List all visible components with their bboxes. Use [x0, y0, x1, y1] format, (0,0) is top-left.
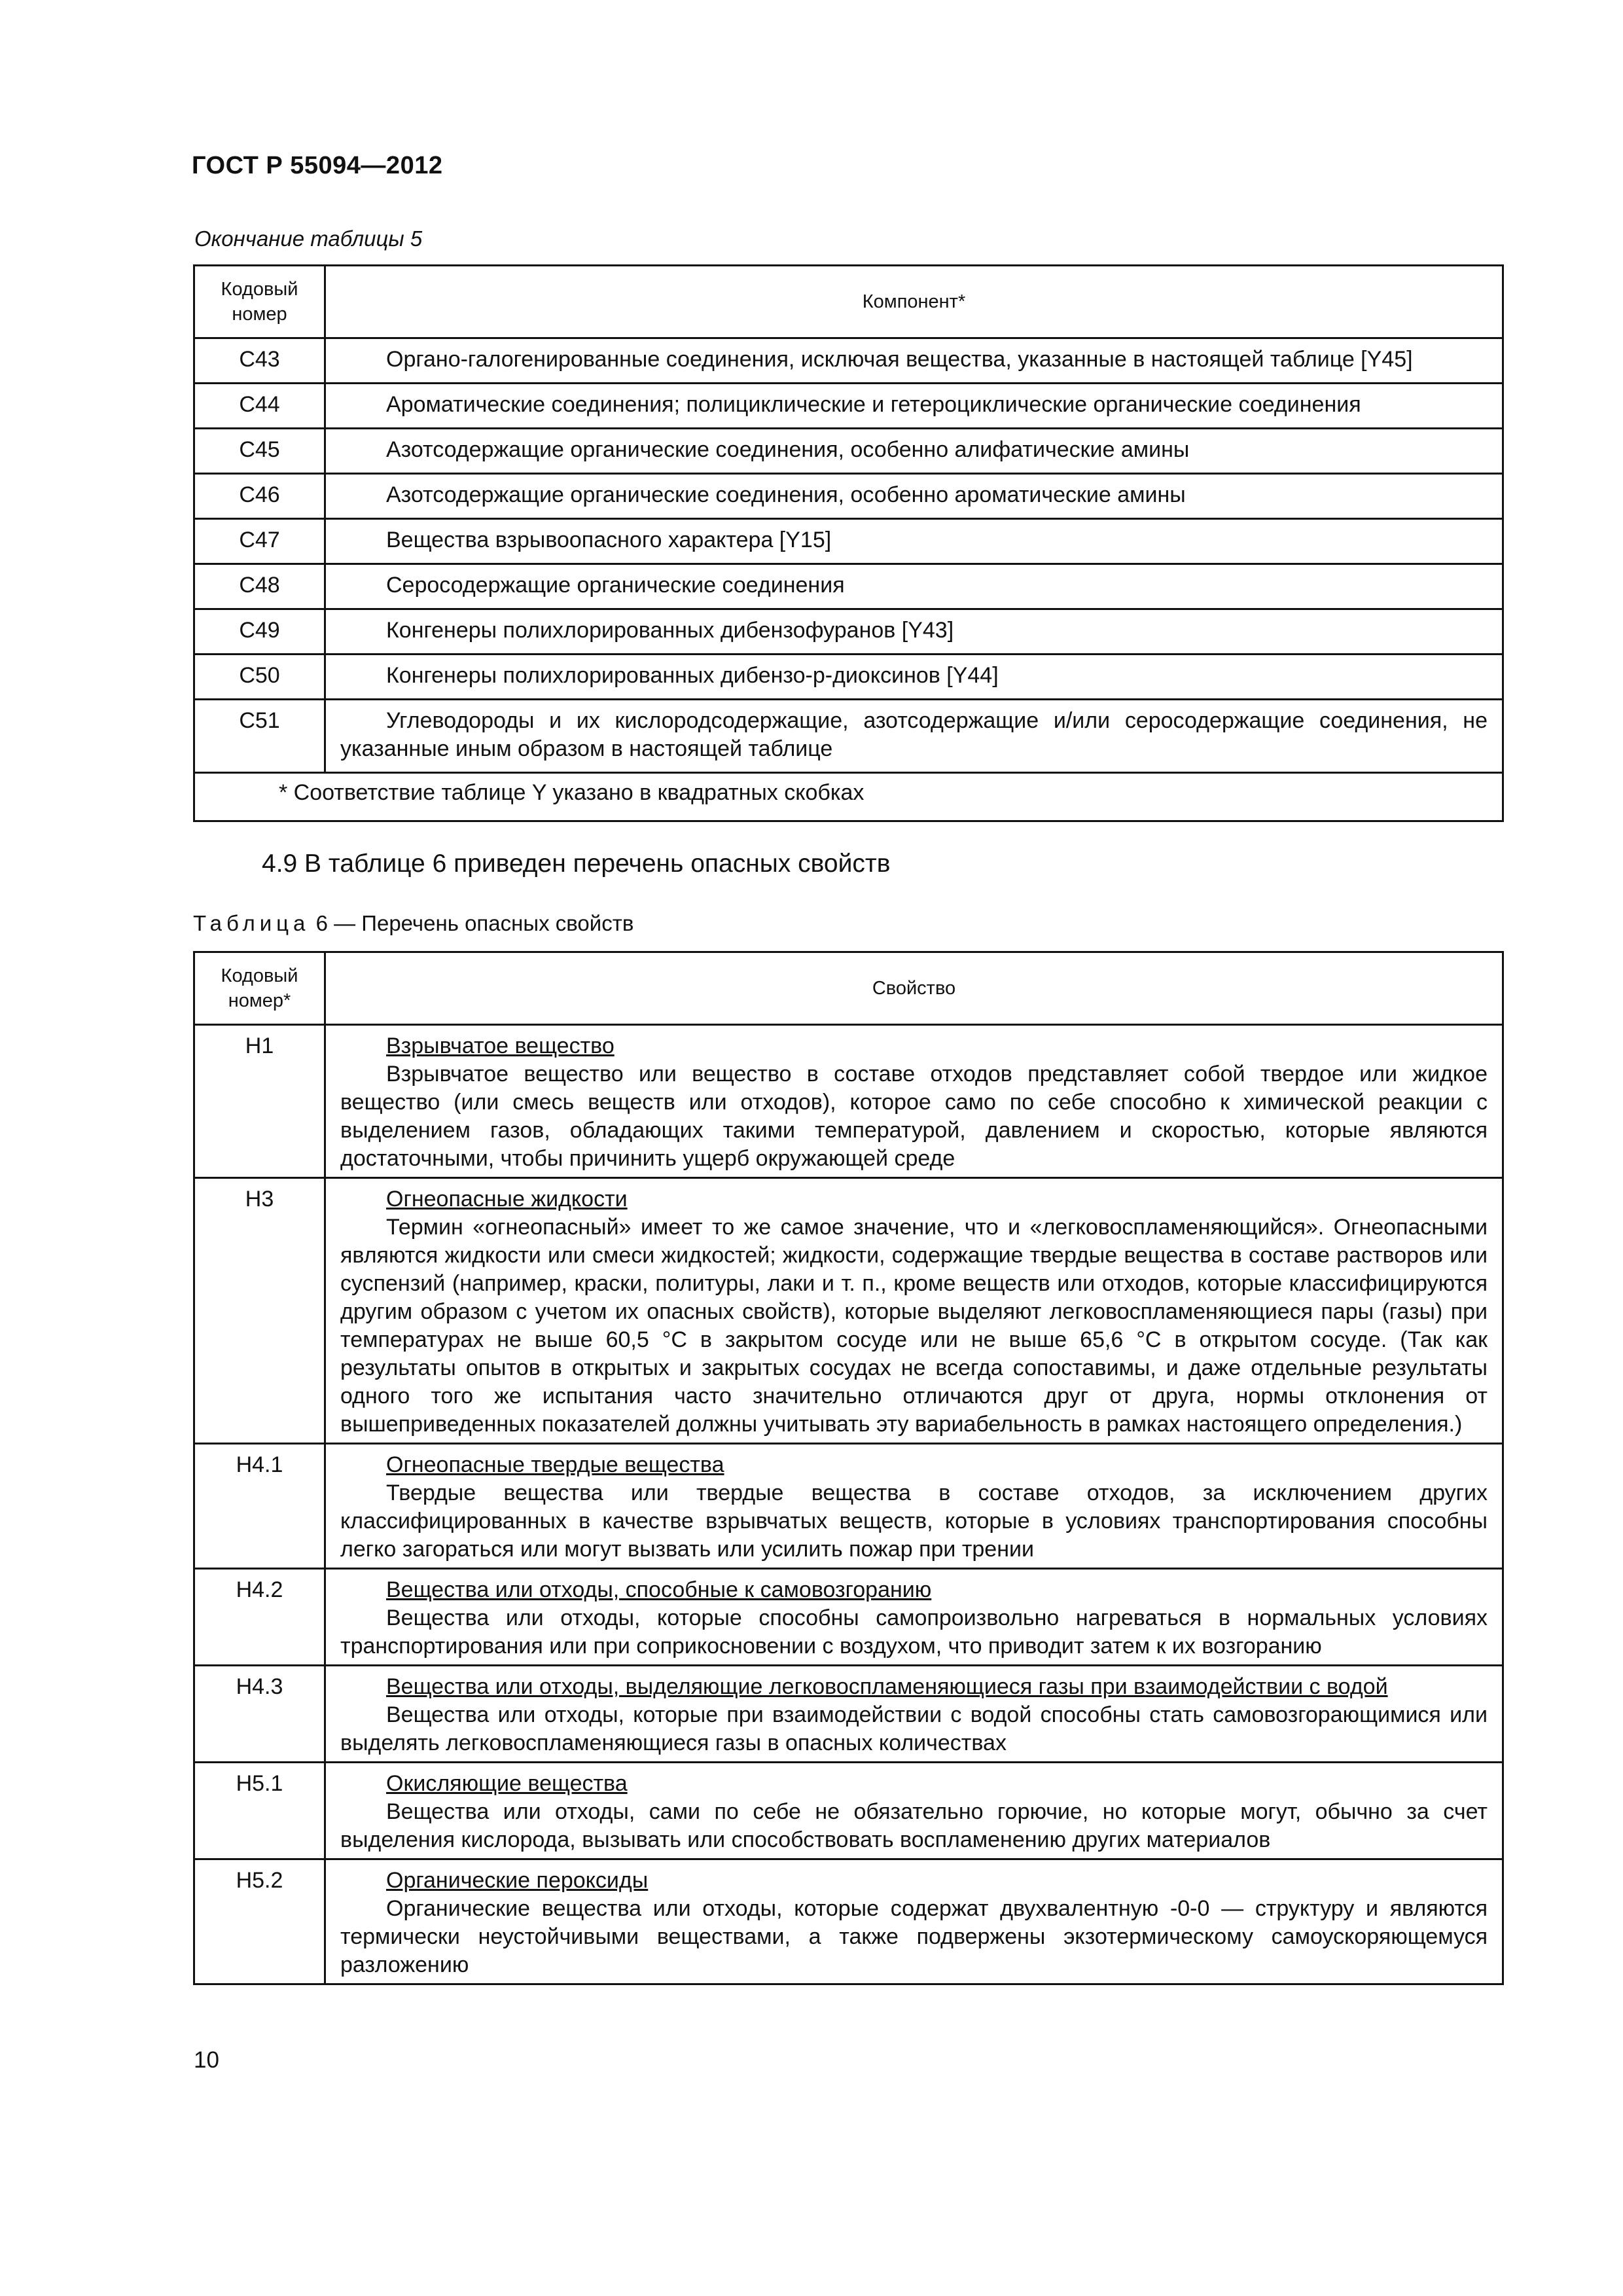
- code-cell: C43: [194, 338, 325, 384]
- component-cell: Серосодержащие органические соединения: [325, 564, 1503, 609]
- property-description: Взрывчатое вещество или вещество в составе отходов представляет собой твердое или жидкое вещество (или смесь веществ или отходов), которое само по себе способно к химической реакции с выделением газов, обладающих такими температурой, давлением и скоростью, которые являются достаточными, чтобы причинить ущерб окружающей среде: [340, 1062, 1488, 1171]
- code-cell: C48: [194, 564, 325, 609]
- property-description: Органические вещества или отходы, которые содержат двухвалентную -0-0 — структуру и являются термически неустойчивыми веществами, а также подвержены экзотермическому самоускоряющемуся разложению: [340, 1896, 1488, 1977]
- table-row: [194, 1444, 1503, 1569]
- property-name: Органические пероксиды: [386, 1868, 649, 1893]
- code-cell: C51: [194, 700, 325, 773]
- component-cell: Вещества взрывоопасного характера [Y15]: [325, 519, 1503, 564]
- property-cell: [325, 1025, 1503, 1178]
- table-6: [193, 951, 1504, 1985]
- property-name: Огнеопасные твердые вещества: [386, 1452, 724, 1477]
- table6-header-property: Свойство: [325, 952, 1503, 1025]
- table6-header-code: Кодовый номер*: [194, 952, 325, 1025]
- table6-caption-label: Таблица: [193, 911, 310, 935]
- property-description: Вещества или отходы, сами по себе не обязательно горючие, но которые могут, обычно за счет выделения кислорода, вызывать или способствовать воспламенению других материалов: [340, 1799, 1488, 1852]
- table-row: [194, 1859, 1503, 1984]
- table-row: [194, 1025, 1503, 1178]
- table5-continuation-caption: Окончание таблицы 5: [194, 226, 423, 251]
- code-cell: H1: [194, 1025, 325, 1178]
- table5-header-code: Кодовый номер: [194, 266, 325, 338]
- code-cell: C45: [194, 429, 325, 474]
- component-cell: Азотсодержащие органические соединения, особенно алифатические амины: [325, 429, 1503, 474]
- table-row: [194, 564, 1503, 609]
- property-cell: [325, 1859, 1503, 1984]
- property-name: Взрывчатое вещество: [386, 1033, 615, 1058]
- table-row: [194, 700, 1503, 773]
- component-cell: Ароматические соединения; полициклические и гетероциклические органические соединения: [325, 384, 1503, 429]
- property-cell: [325, 1569, 1503, 1666]
- code-cell: C49: [194, 609, 325, 655]
- code-cell: H5.2: [194, 1859, 325, 1984]
- component-cell: Органо-галогенированные соединения, исключая вещества, указанные в настоящей таблице [Y45]: [325, 338, 1503, 384]
- table-row: [194, 1666, 1503, 1763]
- property-description: Вещества или отходы, которые при взаимодействии с водой способны стать самовозгорающимися или выделять легковоспламеняющиеся газы в опасных количествах: [340, 1702, 1488, 1755]
- table5-header-row: [194, 266, 1503, 338]
- code-cell: H4.3: [194, 1666, 325, 1763]
- table-row: [194, 474, 1503, 519]
- code-cell: C44: [194, 384, 325, 429]
- table-row: [194, 609, 1503, 655]
- component-cell: Азотсодержащие органические соединения, особенно ароматические амины: [325, 474, 1503, 519]
- property-description: Термин «огнеопасный» имеет то же самое значение, что и «легковоспламеняющийся». Огнеопасными являются жидкости или смеси жидкостей; жидкости, содержащие твердые вещества в составе растворов или суспензий (например, краски, политуры, лаки и т. п., кроме веществ или отходов, которые классифицируются другим образом с учетом их опасных свойств), которые выделяют легковоспламеняющиеся пары (газы) при температурах не выше 60,5 °С в закрытом сосуде или не выше 65,6 °С в открытом сосуде. (Так как результаты опытов в открытых и закрытых сосудах не всегда сопоставимы, и даже отдельные результаты одного того же испытания часто значительно отличаются друг от друга, нормы отклонения от вышеприведенных показателей должны учитывать эту вариабельность в рамках настоящего определения.): [340, 1215, 1488, 1437]
- table-5: [193, 264, 1504, 822]
- table6-caption-title: 6 — Перечень опасных свойств: [315, 911, 634, 935]
- property-name: Огнеопасные жидкости: [386, 1187, 628, 1211]
- code-cell: H4.1: [194, 1444, 325, 1569]
- page-number: 10: [194, 2047, 219, 2073]
- table-row: [194, 1763, 1503, 1859]
- table-row: [194, 429, 1503, 474]
- document-code: ГОСТ Р 55094—2012: [192, 152, 443, 179]
- property-cell: [325, 1763, 1503, 1859]
- table-row: [194, 519, 1503, 564]
- component-cell: Конгенеры полихлорированных дибензо-р-диоксинов [Y44]: [325, 655, 1503, 700]
- component-cell: Конгенеры полихлорированных дибензофуранов [Y43]: [325, 609, 1503, 655]
- code-cell: H5.1: [194, 1763, 325, 1859]
- property-name: Вещества или отходы, выделяющие легковоспламеняющиеся газы при взаимодействии с водой: [386, 1674, 1388, 1699]
- table6-header-row: [194, 952, 1503, 1025]
- property-description: Вещества или отходы, которые способны самопроизвольно нагреваться в нормальных условиях транспортирования или при соприкосновении с воздухом, что приводит затем к их возгоранию: [340, 1605, 1488, 1659]
- code-cell: C47: [194, 519, 325, 564]
- code-cell: H3: [194, 1178, 325, 1444]
- table5-footnote: * Соответствие таблице Y указано в квадратных скобках: [194, 773, 1503, 821]
- code-cell: C50: [194, 655, 325, 700]
- table-row: [194, 384, 1503, 429]
- property-name: Окисляющие вещества: [386, 1771, 628, 1796]
- table-row: [194, 1569, 1503, 1666]
- code-cell: C46: [194, 474, 325, 519]
- component-cell: Углеводороды и их кислородсодержащие, азотсодержащие и/или серосодержащие соединения, не указанные иным образом в настоящей таблице: [325, 700, 1503, 773]
- property-cell: [325, 1666, 1503, 1763]
- table-row: [194, 655, 1503, 700]
- table-row: [194, 1178, 1503, 1444]
- table6-caption: [193, 911, 633, 936]
- code-cell: H4.2: [194, 1569, 325, 1666]
- property-cell: [325, 1444, 1503, 1569]
- table-row: [194, 338, 1503, 384]
- property-name: Вещества или отходы, способные к самовозгоранию: [386, 1577, 932, 1602]
- property-cell: [325, 1178, 1503, 1444]
- table5-footnote-row: [194, 773, 1503, 821]
- section-4-9-heading: 4.9 В таблице 6 приведен перечень опасных свойств: [262, 850, 891, 878]
- property-description: Твердые вещества или твердые вещества в составе отходов, за исключением других классифицированных в качестве взрывчатых веществ, которые в условиях транспортирования способны легко загораться или могут вызвать или усилить пожар при трении: [340, 1480, 1488, 1562]
- table5-header-component: Компонент*: [325, 266, 1503, 338]
